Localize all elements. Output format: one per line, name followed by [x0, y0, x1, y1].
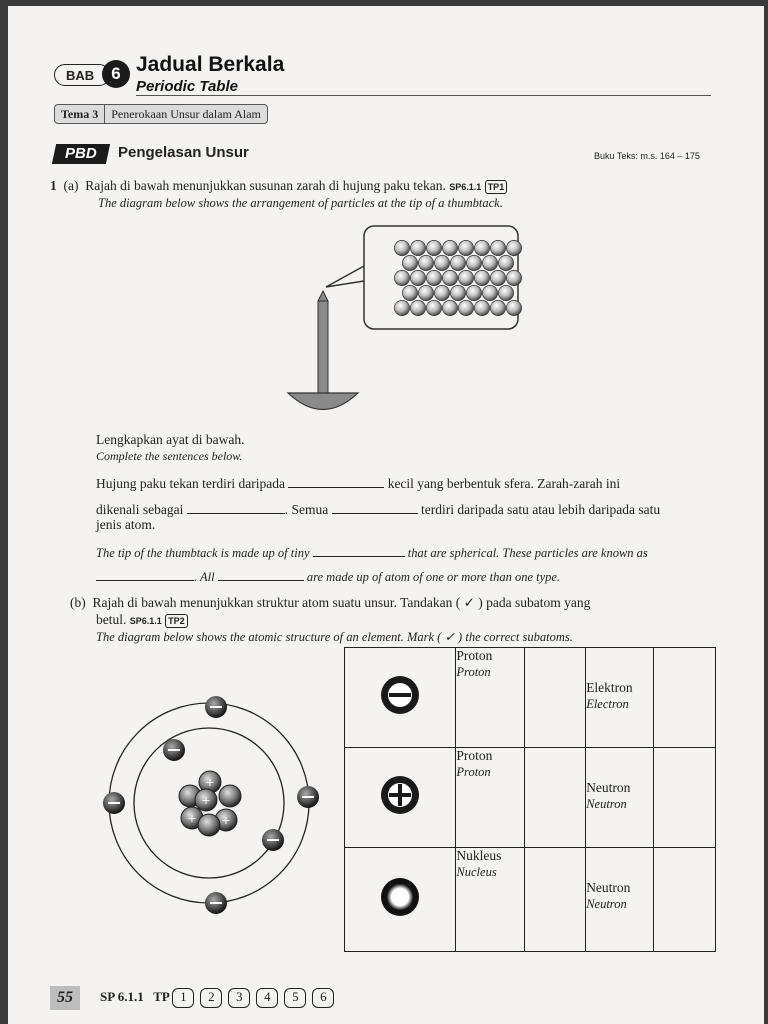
question-1b-line2: betul. SP6.1.1 TP2	[96, 612, 188, 628]
page-number: 55	[50, 986, 80, 1010]
option-2-checkbox[interactable]	[654, 848, 716, 952]
tp-level-box[interactable]: 5	[284, 988, 306, 1008]
particle	[450, 285, 465, 300]
particle	[490, 270, 505, 285]
sp-code: SP6.1.1	[449, 182, 482, 192]
particle	[402, 285, 417, 300]
particle	[426, 300, 441, 315]
question-text-en: The diagram below shows the arrangement of particles at the tip of a thumbtack.	[98, 196, 503, 210]
particle	[434, 255, 449, 270]
sentence-ms-3: jenis atom.	[96, 517, 156, 532]
particle	[442, 300, 457, 315]
particle	[394, 300, 409, 315]
tp-badge: TP1	[485, 180, 508, 194]
answer-blank-1[interactable]	[288, 475, 384, 488]
particle	[474, 300, 489, 315]
symbol-cell	[345, 648, 456, 748]
particle	[442, 270, 457, 285]
pbd-tag: PBD	[52, 144, 110, 164]
particle	[498, 255, 513, 270]
particle	[466, 285, 481, 300]
sp-code: SP6.1.1	[129, 616, 162, 626]
question-text-ms: Rajah di bawah menunjukkan susunan zarah di hujung paku tekan.	[85, 178, 446, 193]
tp-level-box[interactable]: 2	[200, 988, 222, 1008]
theme-tag	[54, 104, 268, 124]
answer-blank-en-3[interactable]	[218, 568, 304, 581]
tp-level-box[interactable]: 3	[228, 988, 250, 1008]
particle	[394, 270, 409, 285]
particle	[458, 270, 473, 285]
subatom-row	[345, 748, 716, 848]
chapter-badge	[54, 60, 132, 90]
chapter-subtitle: Periodic Table	[136, 78, 238, 95]
instruction-ms: Lengkapkan ayat di bawah.	[96, 432, 245, 447]
particle	[434, 285, 449, 300]
answer-blank-en-1[interactable]	[313, 544, 405, 557]
thumbtack-diagram	[278, 221, 528, 421]
theme-title: Penerokaan Unsur dalam Alam	[111, 106, 261, 121]
answer-blank-en-2[interactable]	[96, 568, 194, 581]
sentence-en-2: . All are made up of atom of one or more than one type.	[96, 568, 716, 585]
particle	[402, 255, 417, 270]
neutron-symbol-icon	[379, 876, 421, 918]
bab-label: BAB	[54, 64, 110, 86]
question-1a	[50, 178, 730, 194]
particle	[418, 255, 433, 270]
option-2-label: Neutron Neutron	[586, 848, 654, 952]
option-1-checkbox[interactable]	[524, 648, 586, 748]
option-2-label: Neutron Neutron	[586, 748, 654, 848]
particle	[410, 300, 425, 315]
particle	[418, 285, 433, 300]
particle	[426, 240, 441, 255]
particle	[458, 240, 473, 255]
question-part: (b)	[70, 595, 86, 610]
chapter-title: Jadual Berkala	[136, 53, 285, 76]
sentence-ms-2: dikenali sebagai . Semua terdiri daripada satu atau lebih daripada satu	[96, 502, 661, 517]
particle	[410, 240, 425, 255]
answer-blank-2[interactable]	[187, 501, 285, 514]
option-2-label: Elektron Electron	[586, 648, 654, 748]
option-2-checkbox[interactable]	[654, 748, 716, 848]
particle	[426, 270, 441, 285]
svg-text:+: +	[187, 810, 197, 826]
sentence-ms-1: Hujung paku tekan terdiri daripada kecil yang berbentuk sfera. Zarah-zarah ini	[96, 476, 621, 491]
question-number: 1	[50, 178, 57, 193]
particle	[410, 270, 425, 285]
particle	[458, 300, 473, 315]
tp-level-box[interactable]: 6	[312, 988, 334, 1008]
particle	[498, 285, 513, 300]
answer-blank-3[interactable]	[332, 501, 418, 514]
instruction-en: Complete the sentences below.	[96, 449, 243, 463]
worksheet-page	[8, 6, 764, 1024]
particle	[506, 240, 521, 255]
atom-diagram	[94, 670, 334, 930]
particle	[506, 270, 521, 285]
question-text-en: The diagram below shows the atomic structure of an element. Mark ( ✓ ) the correct subatoms.	[96, 630, 573, 644]
electron-symbol-icon	[379, 674, 421, 716]
subatom-table	[344, 647, 716, 952]
option-1-label: Proton Proton	[456, 648, 524, 748]
svg-text:+: +	[201, 792, 211, 808]
question-text-ms: Rajah di bawah menunjukkan struktur atom suatu unsur. Tandakan ( ✓ ) pada subatom yang	[92, 595, 591, 610]
nucleus	[179, 771, 241, 836]
symbol-cell	[345, 748, 456, 848]
tp-level-box[interactable]: 1	[172, 988, 194, 1008]
theme-label: Tema 3	[61, 106, 99, 121]
particle	[490, 300, 505, 315]
particle	[450, 255, 465, 270]
particle	[442, 240, 457, 255]
particle	[506, 300, 521, 315]
particle	[474, 240, 489, 255]
particle	[394, 240, 409, 255]
tp-badge: TP2	[165, 614, 188, 628]
question-1b	[70, 595, 720, 611]
svg-text:+: +	[221, 812, 231, 828]
option-1-checkbox[interactable]	[524, 748, 586, 848]
textbook-reference: Buku Teks: m.s. 164 – 175	[594, 151, 700, 161]
sentence-en-1: The tip of the thumbtack is made up of tiny that are spherical. These particles are known as	[96, 546, 648, 560]
svg-text:+: +	[205, 774, 215, 790]
particle	[482, 255, 497, 270]
subatom-row	[345, 848, 716, 952]
particle	[490, 240, 505, 255]
option-1-label: Nukleus Nucleus	[456, 848, 524, 952]
tp-level-box[interactable]: 4	[256, 988, 278, 1008]
option-1-label: Proton Proton	[456, 748, 524, 848]
header-divider	[136, 95, 711, 96]
particle	[474, 270, 489, 285]
proton-symbol-icon	[379, 774, 421, 816]
option-2-checkbox[interactable]	[654, 648, 716, 748]
footer-sp: SP 6.1.1 TP 1 2 3 4 5 6	[100, 988, 340, 1008]
symbol-cell	[345, 848, 456, 952]
section-title: Pengelasan Unsur	[118, 144, 249, 161]
particle	[482, 285, 497, 300]
question-part: (a)	[63, 178, 79, 193]
subatom-row	[345, 648, 716, 748]
particle	[466, 255, 481, 270]
tp-level-boxes	[172, 989, 340, 1004]
option-1-checkbox[interactable]	[524, 848, 586, 952]
chapter-number: 6	[102, 60, 130, 88]
